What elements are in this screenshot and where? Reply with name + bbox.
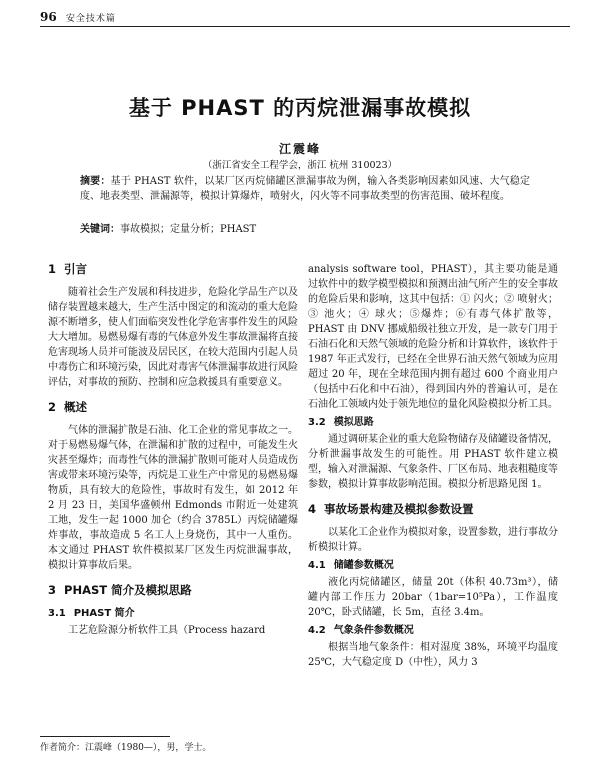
subsection-number: 4.2 [308,625,326,636]
keywords-text: 事故模拟；定量分析；PHAST [120,224,257,235]
paragraph: 随着社会生产发展和科技进步，危险化学品生产以及储存装置越来越大，生产生活中图定的和流动的重大危险源不断增多，使人们面临突发性化学危害事件发生的风险大大增加。易燃易爆有毒的气体意外发生事故泄漏将直接危害现场人员并可能波及居民区，在较大范围内引起人员中毒伤亡和环境污染，因此对毒害气体泄漏事故进行风险评估，对事故的预防、控制和应急救援具有重要意义。 [48,287,298,388]
left-column [48,262,298,638]
section-title: 概述 [64,400,88,414]
section-number: 3 [48,583,57,597]
subsection-heading [308,623,558,638]
subsection-title: PHAST 简介 [73,608,135,619]
paragraph: 根据当地气象条件：相对湿度 38%，环境平均温度 25℃，大气稳定度 D（中性），风力 3 [308,642,558,668]
section-title: 事故场景构建及模拟参数设置 [324,502,474,516]
section-number: 2 [48,400,57,414]
running-head [40,8,570,27]
subsection-heading [308,415,558,430]
paragraph: 液化丙烷储罐区，储量 20t（体积 40.73m³），储罐内部工作压力 20bar（1bar=10⁵Pa），工作温度 20℃，卧式储罐，长 5m，直径 3.4m。 [308,577,558,618]
section-title: PHAST 简介及模拟思路 [64,583,192,597]
subsection-title: 储罐参数概况 [333,560,394,571]
affiliation: （浙江省安全工程学会，浙江 杭州 310023） [202,160,398,171]
section-heading [48,262,298,277]
paragraph: 工艺危险源分析软件工具（Process hazard [68,625,266,636]
footnote-rule [40,736,170,737]
section-number: 4 [308,502,317,516]
subsection-heading [48,606,298,621]
paragraph: 通过调研某企业的重大危险物储存及储罐设备情况，分析泄漏事故发生的可能性。用 PHAST 软件建立模型，输入对泄漏源、气象条件、厂区布局、地表粗糙度等参数，模拟计算事故影响范围。模拟分析思路见图 1。 [308,434,558,490]
paragraph: analysis software tool，PHAST），其主要功能是通过软件中的数学模型模拟和预测出油气所产生的安全事故的危险后果和影响，这其中包括：① 闪火；② 喷射火；③ 池火；④ 球火；⑤爆炸；⑥有毒气体扩散等，PHAST 由 DNV 挪威船级社独立开发，是一款专门用于石油石化和天然气领域的危险分析和计算软件，该软件于 1987 年正式发行，已经在全世界石油天然气领域为应用超过 20 年，现在全球范围内拥有超过 600 个商业用户（包括中石化和中石油），得到国内外的普遍认可，是在石油化工领域内处于领先地位的量化风险模拟分析工具。 [308,264,558,410]
abstract-label: 摘要： [80,176,111,187]
subsection-number: 3.2 [308,417,326,428]
section-heading [48,583,298,598]
paragraph: 以某化工企业作为模拟对象，设置参数，进行事故分析模拟计算。 [308,527,558,553]
journal-name: 安全技术篇 [65,14,116,24]
author: 江震峰 [278,142,321,156]
section-heading [48,400,298,415]
paper-title: 基于 PHAST 的丙烷泄漏事故模拟 [128,96,472,120]
section-heading [308,502,558,517]
subsection-number: 3.1 [48,608,66,619]
subsection-title: 模拟思路 [333,417,374,428]
footnote: 作者简介：江震峰（1980—），男，学士。 [40,743,212,753]
section-title: 引言 [64,262,88,276]
subsection-heading [308,558,558,573]
paragraph: 气体的泄漏扩散是石油、化工企业的常见事故之一。对于易燃易爆气体，在泄漏和扩散的过程中，可能发生火灾甚至爆炸；而毒性气体的泄漏扩散则可能对人员造成伤害或带来环境污染等，丙烷是工业生产中常见的易燃易爆物质，具有较大的危险性，事故时有发生，如 2012 年 2 月 23 日，美国华盛顿州 Edmonds 市附近一处建筑工地，发生一起 1000 加仑（约合 3785L）丙烷储罐爆炸事故，事故造成 5 名工人上身烧伤，其中一人重伤。本文通过 PHAST 软件模拟某厂区发生丙烷泄漏事故，模拟计算事故后果。 [48,425,298,571]
abstract [80,174,530,204]
right-column [308,262,558,670]
subsection-number: 4.1 [308,560,326,571]
abstract-text: 基于 PHAST 软件，以某厂区丙烷储罐区泄漏事故为例，输入各类影响因素如风速、大气稳定度、地表类型、泄漏源等，模拟计算爆炸，喷射火，闪火等不同事故类型的伤害范围、破坏程度。 [80,176,530,202]
page-number: 96 [40,10,57,24]
keywords-label: 关键词： [80,224,120,235]
keywords [80,222,530,237]
subsection-title: 气象条件参数概况 [333,625,414,636]
section-number: 1 [48,262,57,276]
